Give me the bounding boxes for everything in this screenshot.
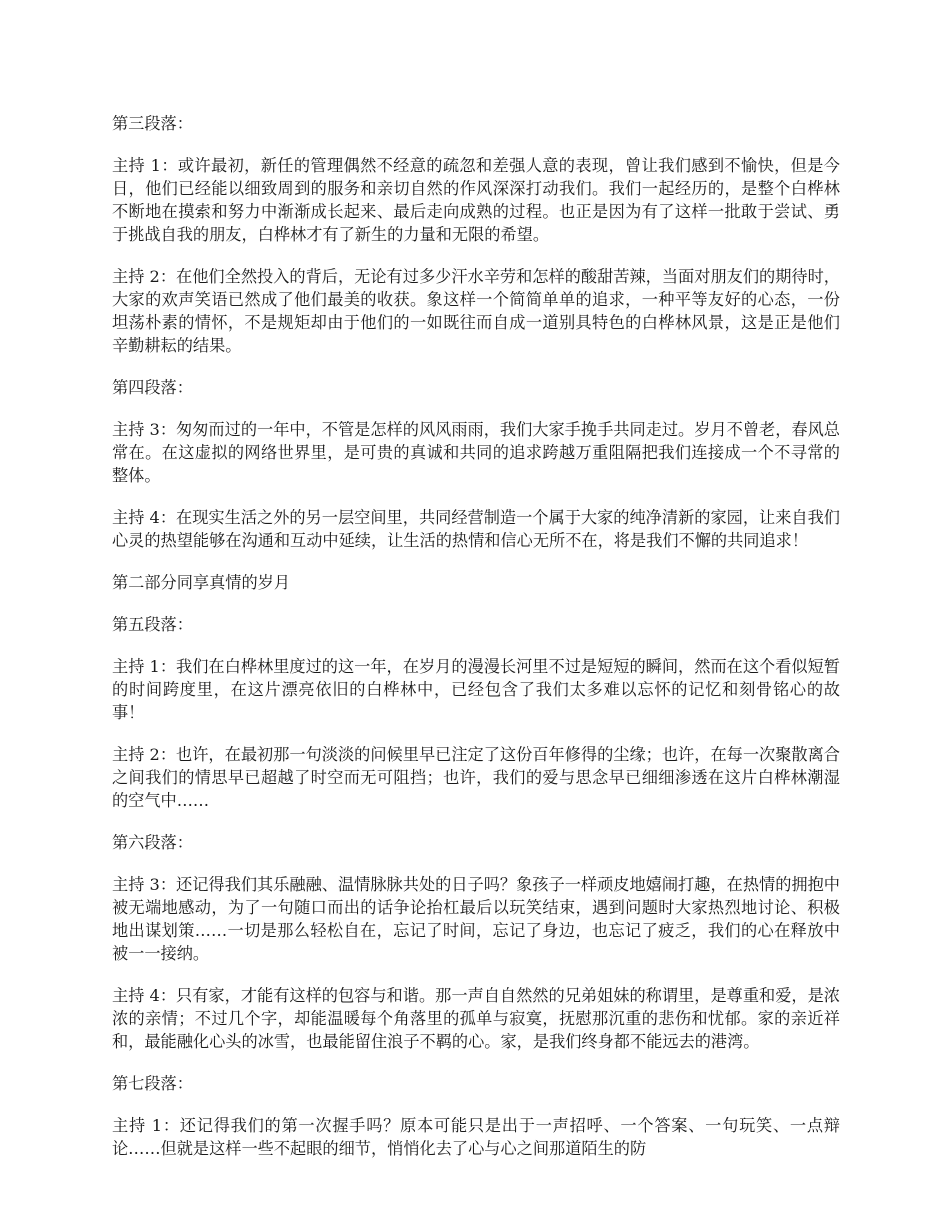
paragraph: 主持 3：还记得我们其乐融融、温情脉脉共处的日子吗？象孩子一样顽皮地嬉闹打趣，在热情的拥抱中被无端地感动，为了一句随口而出的话争论抬杠最后以玩笑结束，遇到问题时大家热烈地讨论、积极地出谋划策……一切是那么轻松自在，忘记了时间，忘记了身边，也忘记了疲乏，我们的心在释放中被一一接纳。 bbox=[112, 875, 840, 963]
paragraph: 主持 2：在他们全然投入的背后，无论有过多少汗水辛劳和怎样的酸甜苦辣，当面对朋友们的期待时，大家的欢声笑语已然成了他们最美的收获。象这样一个简简单单的追求，一种平等友好的心态，一份坦荡朴素的情怀，不是规矩却由于他们的一如既往而自成一道别具特色的白桦林风景，这是正是他们辛勤耕耘的结果。 bbox=[112, 267, 840, 355]
section-heading-6: 第六段落： bbox=[112, 833, 193, 852]
paragraph: 主持 1：我们在白桦林里度过的这一年，在岁月的漫漫长河里不过是短短的瞬间，然而在这个看似短暂的时间跨度里，在这片漂亮依旧的白桦林中，已经包含了我们太多难以忘怀的记忆和刻骨铭心的故事！ bbox=[112, 657, 840, 722]
part-heading-2: 第二部分同享真情的岁月 bbox=[112, 573, 291, 592]
section-heading-4: 第四段落： bbox=[112, 378, 193, 397]
section-heading-7: 第七段落： bbox=[112, 1074, 193, 1093]
paragraph: 主持 2：也许，在最初那一句淡淡的问候里早已注定了这份百年修得的尘缘；也许，在每一次聚散离合之间我们的情思早已超越了时空而无可阻挡；也许，我们的爱与思念早已细细渗透在这片白桦林潮湿的空气中…… bbox=[112, 745, 840, 810]
section-heading-5: 第五段落： bbox=[112, 615, 193, 634]
paragraph: 主持 1：还记得我们的第一次握手吗？原本可能只是出于一声招呼、一个答案、一句玩笑、一点辩论……但就是这样一些不起眼的细节，悄悄化去了心与心之间那道陌生的防 bbox=[112, 1116, 840, 1158]
paragraph: 主持 4：在现实生活之外的另一层空间里，共同经营制造一个属于大家的纯净清新的家园，让来自我们心灵的热望能够在沟通和互动中延续，让生活的热情和信心无所不在，将是我们不懈的共同追求！ bbox=[112, 508, 840, 550]
paragraph: 主持 4：只有家，才能有这样的包容与和谐。那一声自自然然的兄弟姐妹的称谓里，是尊重和爱，是浓浓的亲情；不过几个字，却能温暖每个角落里的孤单与寂寞，抚慰那沉重的悲伤和忧郁。家的亲近祥和，最能融化心头的冰雪，也最能留住浪子不羁的心。家，是我们终身都不能远去的港湾。 bbox=[112, 986, 840, 1051]
section-heading-3: 第三段落： bbox=[112, 114, 193, 133]
paragraph: 主持 3：匆匆而过的一年中，不管是怎样的风风雨雨，我们大家手挽手共同走过。岁月不曾老，春风总常在。在这虚拟的网络世界里，是可贵的真诚和共同的追求跨越万重阻隔把我们连接成一个不寻常的整体。 bbox=[112, 420, 840, 485]
paragraph: 主持 1：或许最初，新任的管理偶然不经意的疏忽和差强人意的表现，曾让我们感到不愉快，但是今日，他们已经能以细致周到的服务和亲切自然的作风深深打动我们。我们一起经历的，是整个白桦林不断地在摸索和努力中渐渐成长起来、最后走向成熟的过程。也正是因为有了这样一批敢于尝试、勇于挑战自我的朋友，白桦林才有了新生的力量和无限的希望。 bbox=[112, 156, 840, 244]
